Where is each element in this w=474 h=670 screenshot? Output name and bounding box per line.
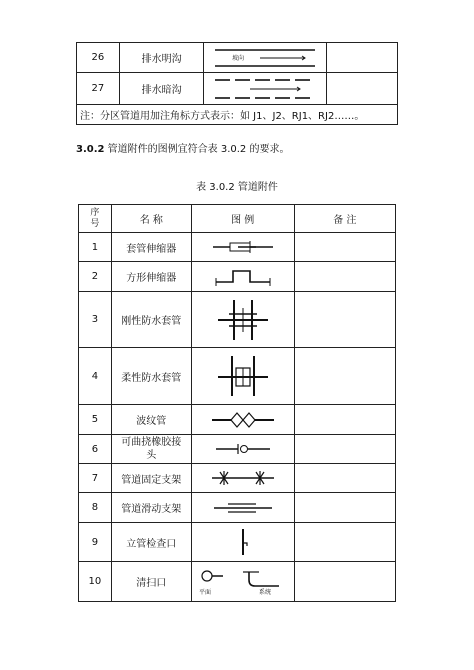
row-symbol: [191, 405, 294, 435]
header-legend: 图 例: [191, 205, 294, 233]
row-symbol: [191, 233, 294, 262]
row-name: 波纹管: [111, 405, 191, 435]
header-name: 名 称: [111, 205, 191, 233]
row-remark: [294, 562, 395, 602]
row-remark: [294, 435, 395, 464]
row-number: 7: [79, 464, 112, 493]
row-name: 立管检查口: [111, 523, 191, 562]
row-number: 26: [77, 43, 120, 73]
riser-inspection-icon: [208, 526, 278, 558]
square-expansion-icon: [208, 266, 278, 288]
row-name: 排水明沟: [119, 43, 204, 73]
table-caption: 表 3.0.2 管道附件: [196, 182, 278, 193]
row-remark: [294, 348, 395, 405]
header-remark: 备 注: [294, 205, 395, 233]
table-row: [79, 435, 396, 464]
top-table: [76, 42, 398, 125]
note-text: 注：分区管道用加注角标方式表示：如 J1、J2、RJ1、RJ2……。: [77, 105, 398, 125]
table-row: [79, 262, 396, 292]
row-symbol: [191, 348, 294, 405]
row-symbol: [191, 493, 294, 523]
row-remark: [294, 292, 395, 348]
row-name: 管道固定支架: [111, 464, 191, 493]
table-row: [79, 523, 396, 562]
row-remark: [294, 262, 395, 292]
open-drain-icon: [210, 46, 320, 70]
fittings-table: [78, 204, 396, 602]
fixed-support-icon: [208, 468, 278, 488]
row-remark: [294, 523, 395, 562]
row-symbol: [191, 435, 294, 464]
row-name: 方形伸缩器: [111, 262, 191, 292]
row-symbol: [204, 43, 327, 73]
table-row: [77, 73, 398, 105]
header-no: 序号: [79, 205, 112, 233]
row-number: 5: [79, 405, 112, 435]
covered-drain-icon: [210, 76, 320, 102]
bellows-icon: [208, 410, 278, 430]
row-symbol: [191, 262, 294, 292]
row-remark: [327, 73, 398, 105]
clause-text: 管道附件的图例宜符合表 3.0.2 的要求。: [104, 144, 290, 155]
row-number: 3: [79, 292, 112, 348]
row-symbol: [191, 562, 294, 602]
row-symbol: [204, 73, 327, 105]
row-name: 套管伸缩器: [111, 233, 191, 262]
row-number: 6: [79, 435, 112, 464]
row-number: 1: [79, 233, 112, 262]
system-label: 系统: [258, 588, 271, 596]
table-row: [79, 233, 396, 262]
flexible-waterproof-sleeve-icon: [208, 352, 278, 400]
row-name: 清扫口: [111, 562, 191, 602]
row-remark: [294, 233, 395, 262]
row-name: 刚性防水套管: [111, 292, 191, 348]
row-symbol: [191, 464, 294, 493]
row-number: 2: [79, 262, 112, 292]
table-row: [79, 405, 396, 435]
slope-label: 坡向: [232, 54, 245, 62]
note-row: [77, 105, 398, 125]
rigid-waterproof-sleeve-icon: [208, 296, 278, 344]
plan-label: 平面: [198, 588, 211, 596]
row-symbol: [191, 292, 294, 348]
row-remark: [294, 464, 395, 493]
row-symbol: [191, 523, 294, 562]
cleanout-icon: [193, 566, 293, 598]
table-row: [79, 348, 396, 405]
table-row: [79, 562, 396, 602]
row-name: 柔性防水套管: [111, 348, 191, 405]
table-row: [77, 43, 398, 73]
row-name: 管道滑动支架: [111, 493, 191, 523]
table-row: [79, 464, 396, 493]
row-remark: [327, 43, 398, 73]
clause-number: 3.0.2: [76, 144, 105, 155]
row-remark: [294, 405, 395, 435]
rubber-joint-icon: [208, 439, 278, 459]
table-header: [79, 205, 396, 233]
clause: [76, 140, 289, 155]
expansion-joint-icon: [208, 237, 278, 257]
row-number: 27: [77, 73, 120, 105]
row-number: 10: [79, 562, 112, 602]
table-row: [79, 493, 396, 523]
table-row: [79, 292, 396, 348]
row-number: 8: [79, 493, 112, 523]
row-number: 9: [79, 523, 112, 562]
row-name: 可曲挠橡胶接头: [111, 435, 191, 464]
row-name: 排水暗沟: [119, 73, 204, 105]
sliding-support-icon: [208, 498, 278, 518]
row-remark: [294, 493, 395, 523]
row-number: 4: [79, 348, 112, 405]
